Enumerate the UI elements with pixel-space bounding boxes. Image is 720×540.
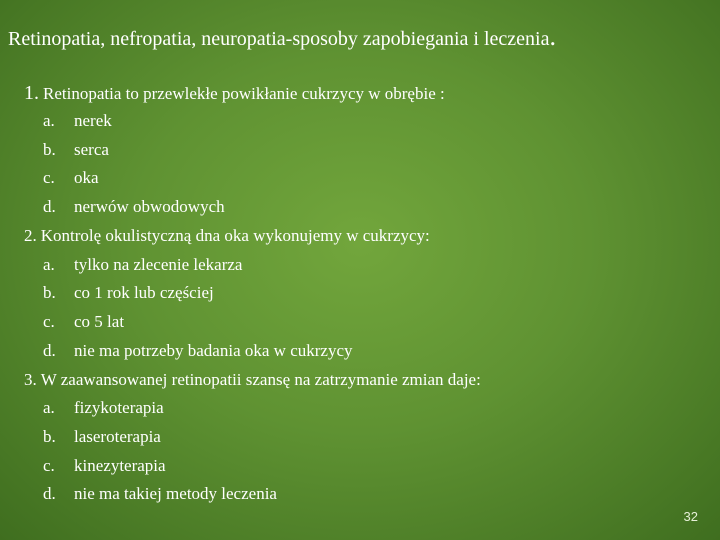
question-3-option-b xyxy=(43,427,161,447)
question-number: 3. xyxy=(24,370,37,389)
option-text: serca xyxy=(74,140,109,159)
question-2 xyxy=(24,226,430,246)
question-3-option-a xyxy=(43,398,164,418)
question-1-option-b xyxy=(43,140,109,160)
question-3 xyxy=(24,370,481,390)
question-2-option-d xyxy=(43,341,353,361)
option-letter: d. xyxy=(43,341,56,360)
option-text: tylko na zlecenie lekarza xyxy=(74,255,243,274)
option-text: nie ma potrzeby badania oka w cukrzycy xyxy=(74,341,353,360)
option-letter: b. xyxy=(43,140,56,159)
option-text: laseroterapia xyxy=(74,427,161,446)
question-1-option-d xyxy=(43,197,225,217)
option-text: nie ma takiej metody leczenia xyxy=(74,484,277,503)
question-1-option-c xyxy=(43,168,99,188)
option-text: nerwów obwodowych xyxy=(74,197,225,216)
option-letter: a. xyxy=(43,398,55,417)
question-1 xyxy=(24,82,445,105)
option-letter: c. xyxy=(43,456,55,475)
question-text: Retinopatia to przewlekłe powikłanie cukrzycy w obrębie : xyxy=(43,84,445,103)
question-number: 2. xyxy=(24,226,37,245)
question-2-option-b xyxy=(43,283,214,303)
question-3-option-d xyxy=(43,484,277,504)
question-1-option-a xyxy=(43,111,112,131)
question-number: 1. xyxy=(24,82,39,104)
option-text: oka xyxy=(74,168,99,187)
option-letter: a. xyxy=(43,255,55,274)
question-2-option-c xyxy=(43,312,124,332)
slide-title-text: Retinopatia, nefropatia, neuropatia-sposoby zapobiegania i leczenia xyxy=(8,28,550,50)
option-letter: d. xyxy=(43,197,56,216)
question-text: W zaawansowanej retinopatii szansę na zatrzymanie zmian daje: xyxy=(40,370,481,389)
option-text: co 1 rok lub częściej xyxy=(74,283,214,302)
option-letter: d. xyxy=(43,484,56,503)
option-text: kinezyterapia xyxy=(74,456,166,475)
question-text: Kontrolę okulistyczną dna oka wykonujemy w cukrzycy: xyxy=(40,226,430,245)
option-text: nerek xyxy=(74,111,112,130)
option-letter: a. xyxy=(43,111,55,130)
slide-title-dot: . xyxy=(549,22,556,51)
option-letter: b. xyxy=(43,283,56,302)
page-number: 32 xyxy=(683,509,698,524)
option-text: co 5 lat xyxy=(74,312,125,331)
option-text: fizykoterapia xyxy=(74,398,164,417)
option-letter: c. xyxy=(43,312,55,331)
question-2-option-a xyxy=(43,255,242,275)
slide-title xyxy=(8,22,556,52)
option-letter: b. xyxy=(43,427,56,446)
option-letter: c. xyxy=(43,168,55,187)
question-3-option-c xyxy=(43,456,166,476)
